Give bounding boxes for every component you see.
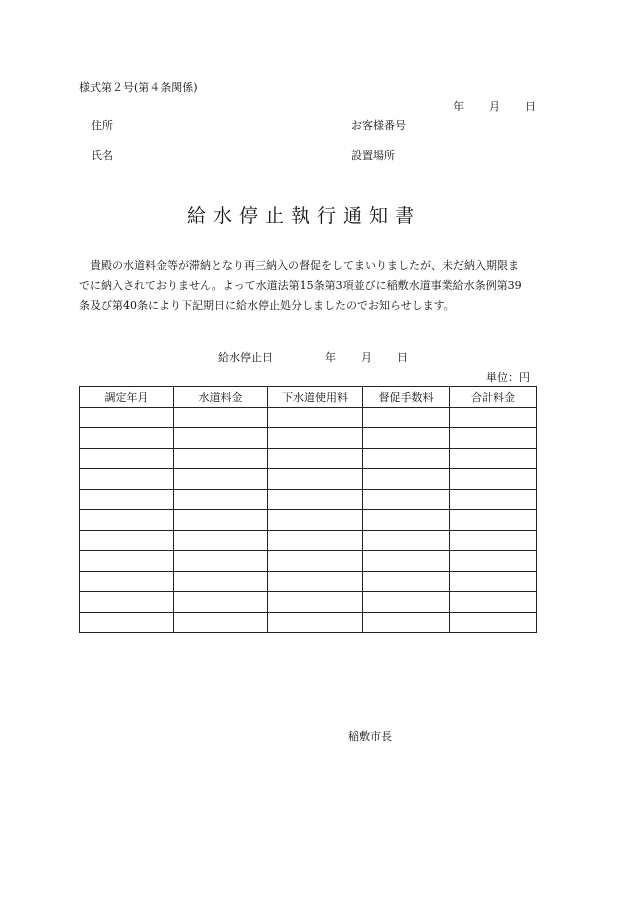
table-cell [174,510,268,531]
table-body [80,407,537,633]
table-cell [268,530,363,551]
table-cell [174,407,268,428]
address-label: 住所 [91,119,113,132]
table-cell [363,612,450,633]
table-cell [80,428,174,449]
stop-date-day: 日 [397,351,408,364]
table-row [80,551,537,572]
issue-date [453,101,536,112]
table-cell [80,571,174,592]
table-row [80,489,537,510]
table-cell [80,551,174,572]
table-cell [268,612,363,633]
table-cell [363,428,450,449]
date-month: 月 [489,100,500,113]
unit-label: 単位：円 [486,371,530,384]
table-cell [363,551,450,572]
table-cell [450,448,537,469]
table-cell [174,571,268,592]
table-cell [268,592,363,613]
stop-date-year: 年 [325,351,336,364]
stop-date-month: 月 [361,351,372,364]
date-day: 日 [525,100,536,113]
table-cell [363,592,450,613]
table-row [80,448,537,469]
table-cell [80,407,174,428]
header-sewer-fee: 下水道使用料 [268,387,363,408]
table-row [80,571,537,592]
table-cell [363,510,450,531]
header-water-fee: 水道料金 [174,387,268,408]
table-cell [268,510,363,531]
table-cell [363,469,450,490]
table-cell [450,551,537,572]
table-cell [450,428,537,449]
table-cell [268,407,363,428]
table-cell [268,551,363,572]
table-row [80,428,537,449]
body-text [79,256,549,316]
table-cell [174,530,268,551]
table-cell [268,489,363,510]
charges-table [79,386,537,633]
table-cell [174,469,268,490]
document-title: 給水停止執行通知書 [187,205,422,227]
table-row [80,469,537,490]
table-cell [363,407,450,428]
install-location-label: 設置場所 [351,149,395,162]
table-cell [174,448,268,469]
table-cell [174,489,268,510]
table-cell [268,571,363,592]
header-billing-month: 調定年月 [80,387,174,408]
body-line: 貴殿の水道料金等が滞納となり再三納入の督促をしてまいりましたが、未だ納入期限ま [79,259,519,272]
stop-date-label: 給水停止日 [218,351,273,364]
table-cell [268,448,363,469]
table-row [80,612,537,633]
table-cell [450,592,537,613]
table-cell [363,489,450,510]
form-number: 様式第２号(第４条関係) [79,81,198,94]
issuer-label: 稲敷市長 [348,730,392,743]
header-total: 合計料金 [450,387,537,408]
table-cell [363,530,450,551]
table-cell [80,530,174,551]
table-cell [363,571,450,592]
table-cell [80,612,174,633]
table-cell [268,428,363,449]
table-cell [174,612,268,633]
table-row [80,407,537,428]
table-cell [174,428,268,449]
table-cell [80,489,174,510]
table-cell [450,571,537,592]
table-cell [80,469,174,490]
table-cell [80,592,174,613]
customer-number-label: お客様番号 [351,119,406,132]
header-reminder-fee: 督促手数料 [363,387,450,408]
stop-date [218,352,408,363]
date-year: 年 [453,100,464,113]
table-cell [363,448,450,469]
table-cell [450,489,537,510]
table-cell [450,407,537,428]
table-cell [268,469,363,490]
table-cell [450,612,537,633]
table-row [80,510,537,531]
body-line: 条及び第40条により下記期日に給水停止処分しましたのでお知らせします。 [79,299,455,312]
table-cell [174,592,268,613]
table-cell [80,448,174,469]
table-row [80,530,537,551]
name-label: 氏名 [91,149,113,162]
table-cell [450,510,537,531]
table-header-row [80,387,537,408]
table-cell [450,469,537,490]
table-cell [174,551,268,572]
table-cell [450,530,537,551]
table-row [80,592,537,613]
table-cell [80,510,174,531]
body-line: でに納入されておりません。よって水道法第15条第3項並びに稲敷水道事業給水条例第39 [79,279,522,292]
